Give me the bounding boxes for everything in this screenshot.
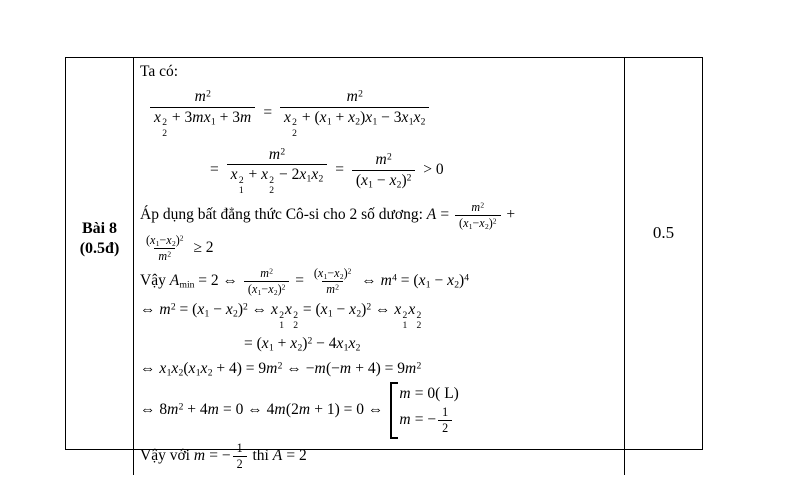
problem-label-cell: [66, 58, 134, 475]
math-expression: A = $\frac{m^2}{(x_1-x_2)^2}$ +: [426, 199, 516, 231]
cases-bracket: [390, 382, 458, 438]
math-expression: ⇔ $x_1x_2(x_1x_2 + 4) = 9m^2$ ⇔ $-m(-m + 4) = 9m^2$: [140, 359, 422, 379]
math-expression: $m^2$ x 2 2 + $3mx_1 + 3m$ = $m^2$ x 2 2 + $(x_1 + x_2)x_1 - 3x_1x_2$: [146, 104, 433, 121]
solution-line-1: [140, 60, 618, 84]
solution-cell: [134, 58, 624, 475]
problem-number: Bài 8: [81, 220, 118, 238]
solution-line-11: [140, 440, 618, 473]
solution-line-3: [210, 142, 618, 199]
text-run: Áp dụng bất đẳng thức Cô-si cho 2 số dương:: [140, 205, 427, 223]
solution-line-4: [140, 199, 618, 232]
solution-line-5: [140, 232, 618, 265]
math-expression: ⇔ $m^2 = (x_1 - x_2)^2$ ⇔ x 2 1 x 2 2 = $(x_1 - x_2)^2$ ⇔ x 2 1 x 2 2: [140, 301, 422, 332]
text-run: Vậy: [140, 272, 170, 290]
solution-line-8: [244, 332, 618, 356]
score-cell: [624, 58, 702, 475]
solution-line-2: [146, 84, 618, 141]
math-expression: $\frac{(x_1-x_2)^2}{m^2}$ ≥ 2: [146, 233, 214, 264]
problem-points: (0.5đ): [79, 240, 120, 258]
math-expression: m = − $\frac{1}{2}$: [194, 447, 249, 464]
text-run: Ta có:: [140, 63, 179, 80]
text-run: Vậy với: [140, 446, 194, 464]
solution-line-6: [140, 265, 618, 298]
solution-line-10: [140, 381, 618, 439]
case-row: m = − $\frac{1}{2}$: [399, 405, 458, 436]
case-row: m = 0( L): [399, 385, 459, 403]
solution-line-9: [140, 357, 618, 381]
text-run: thì: [248, 446, 273, 464]
math-expression: $A_{min} = 2$ ⇔ $\frac{m^2}{(x_1-x_2)^2}$ = $\frac{(x_1-x_2)^2}{m^2}$ ⇔ $m^4 = (x_1 - x_2)^4$: [169, 266, 470, 298]
math-expression: A = 2: [272, 446, 307, 464]
math-expression: ⇔ $8m^2 + 4m = 0$ ⇔ 4m(2m + 1) = 0 ⇔: [140, 400, 384, 418]
solution-line-7: [140, 298, 618, 332]
answer-table: [65, 57, 703, 471]
math-expression: = $m^2$ x 2 1 + x 2 2 − $2x_1x_2$ = $\frac{m^2}{(x_1 - x_2)^2}$ > 0: [210, 145, 444, 196]
score-value: 0.5: [652, 223, 675, 243]
problem-label: [80, 219, 120, 259]
math-expression: = $(x_1 + x_2)^2 - 4x_1x_2$: [244, 335, 361, 354]
